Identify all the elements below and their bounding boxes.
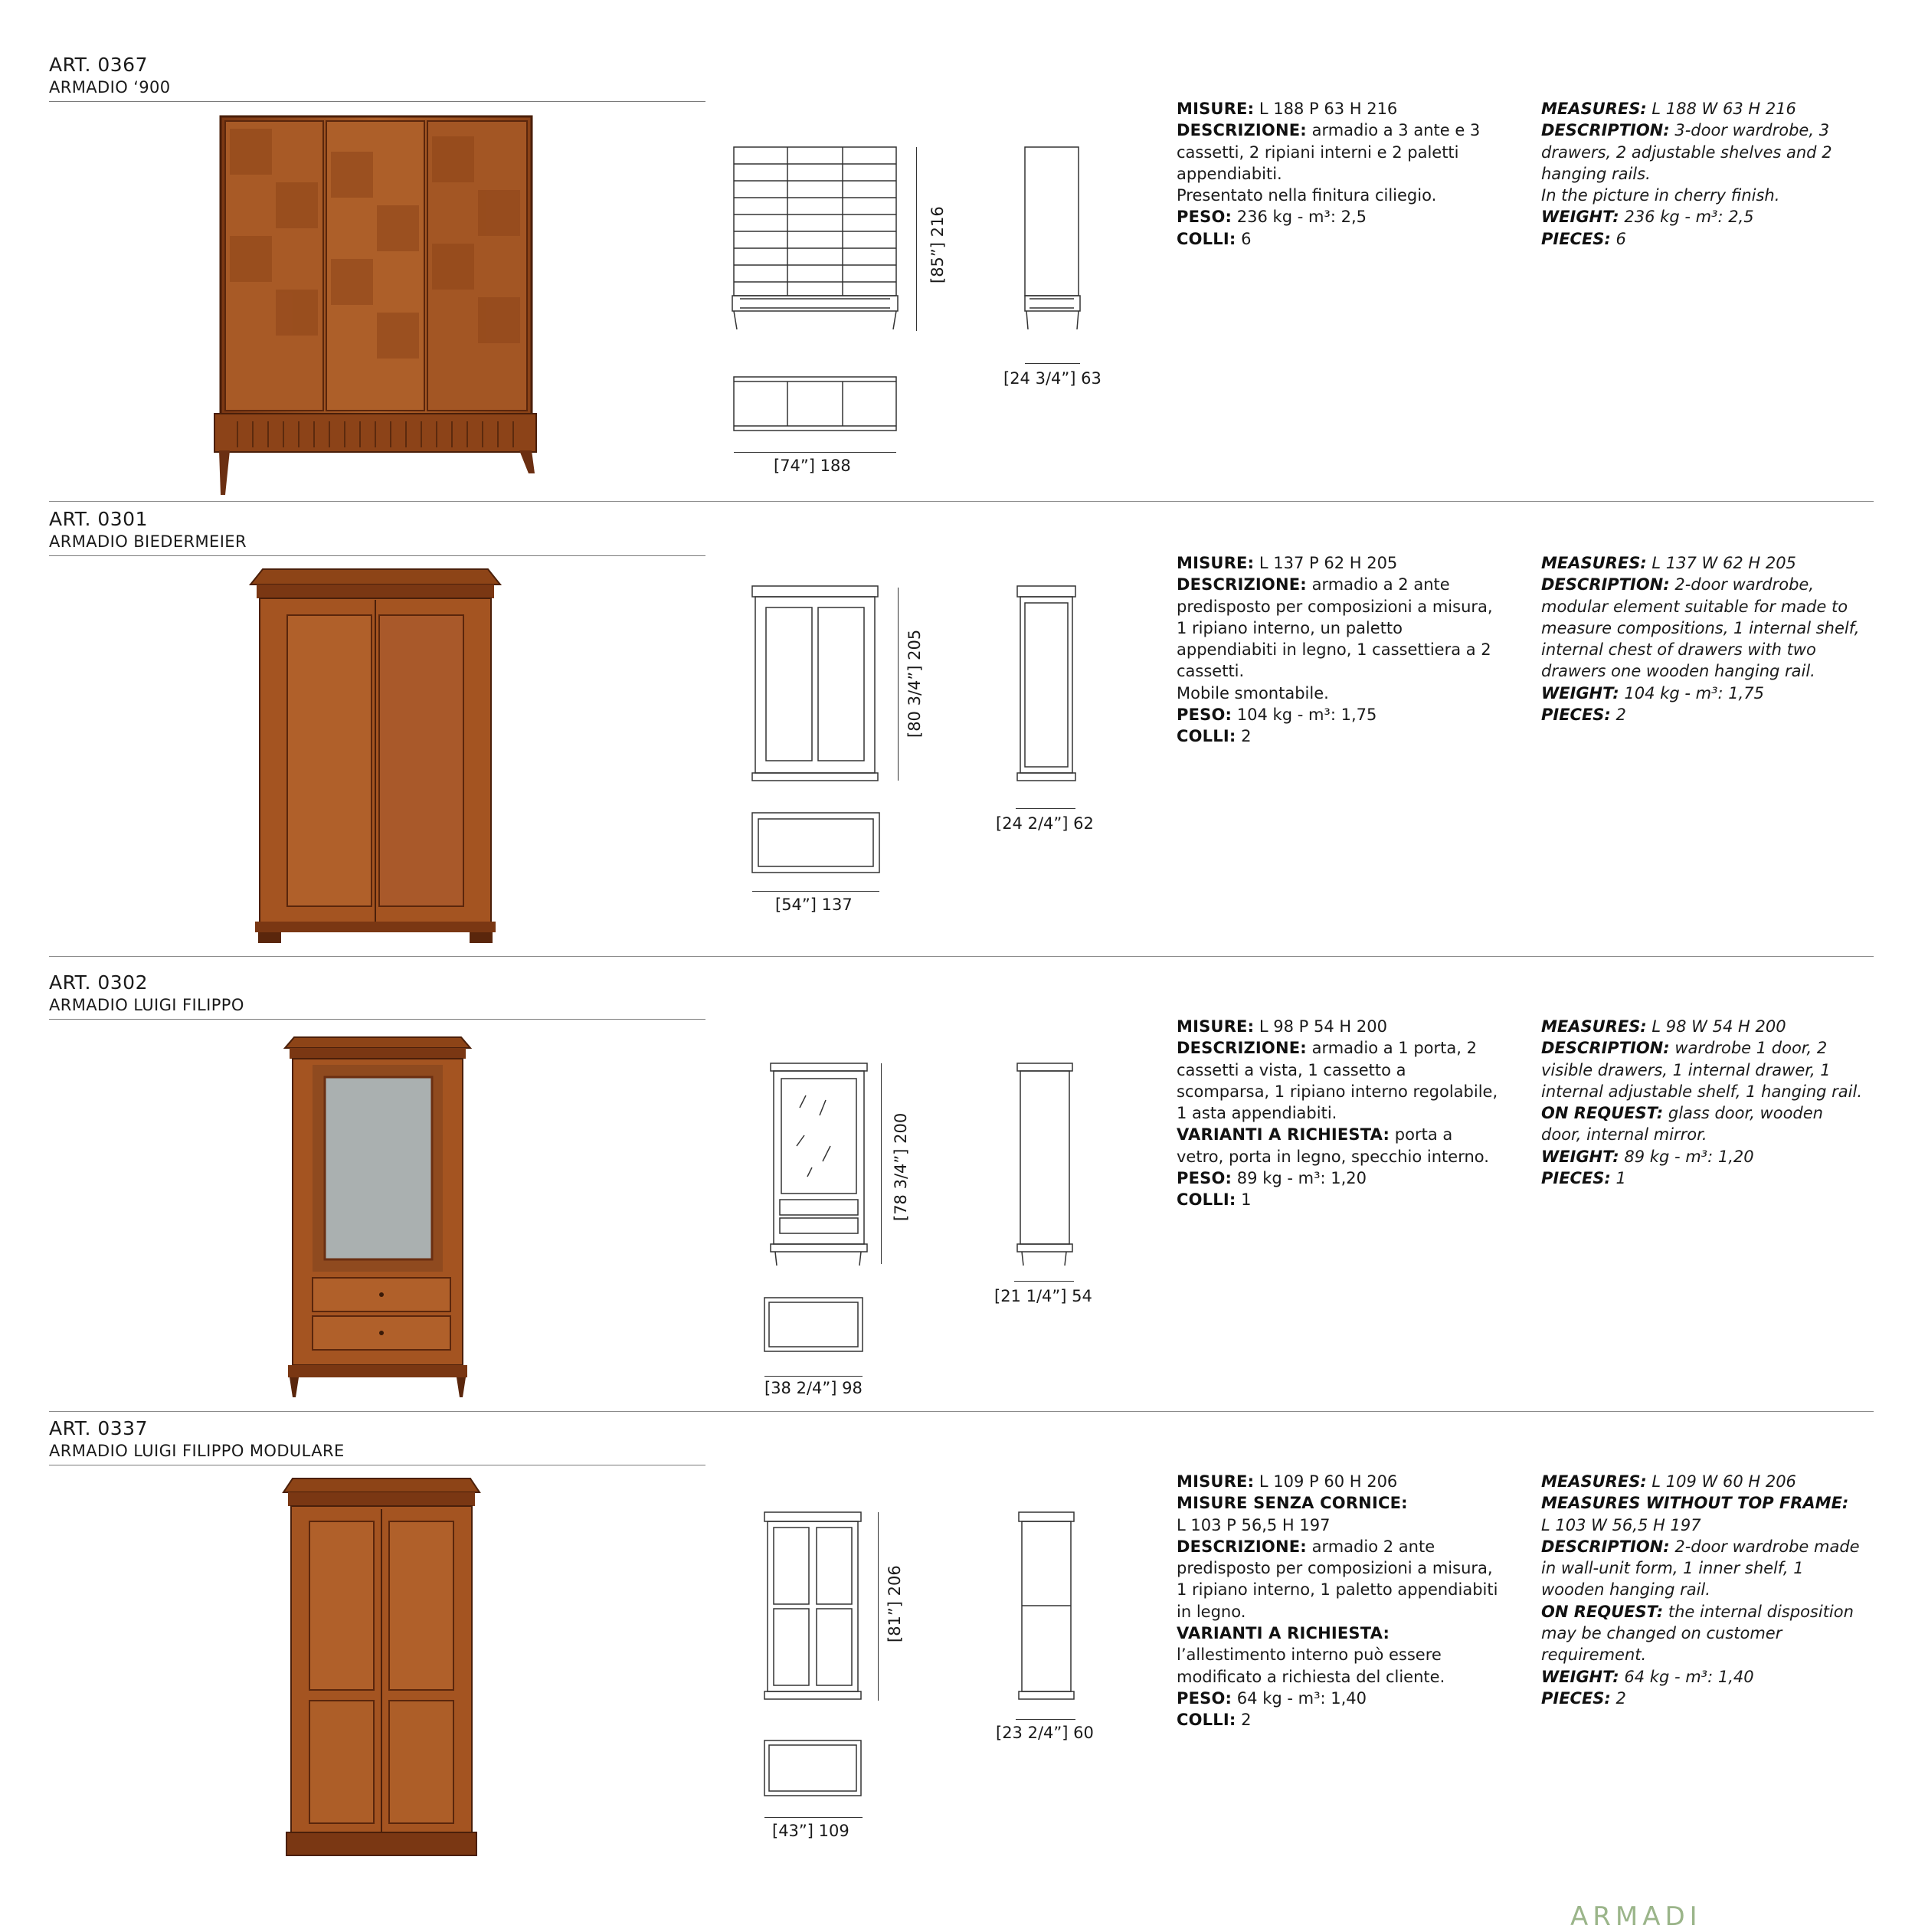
en-label: MEASURES: bbox=[1541, 100, 1647, 118]
it-value: porta a vetro, porta in legno, specchio interno. bbox=[1177, 1125, 1489, 1166]
en-label: WEIGHT: bbox=[1541, 1147, 1619, 1166]
en-label: WEIGHT: bbox=[1541, 1667, 1619, 1686]
header-rule bbox=[49, 555, 705, 556]
it-row bbox=[1177, 1623, 1498, 1688]
it-row bbox=[1177, 1514, 1498, 1536]
width-dim-line bbox=[764, 1817, 863, 1818]
en-row bbox=[1541, 1666, 1863, 1688]
side-drawing bbox=[1017, 1511, 1075, 1702]
en-label: DESCRIPTION: bbox=[1541, 575, 1670, 594]
it-label: MISURE SENZA CORNICE: bbox=[1177, 1494, 1408, 1513]
height-dimension: [78 3/4”] 200 bbox=[892, 1112, 910, 1221]
en-value: 236 kg - m³: 2,5 bbox=[1619, 208, 1754, 227]
it-row bbox=[1177, 725, 1498, 747]
it-label: MISURE: bbox=[1177, 100, 1255, 118]
article-code: ART. 0337 bbox=[49, 1417, 148, 1439]
en-label: PIECES: bbox=[1541, 706, 1611, 725]
product-header bbox=[49, 971, 244, 1016]
description-english bbox=[1541, 1016, 1863, 1189]
en-row bbox=[1541, 1536, 1863, 1601]
it-row bbox=[1177, 574, 1498, 682]
it-row bbox=[1177, 1016, 1498, 1037]
en-value: the internal disposition may be changed on customer requirement. bbox=[1541, 1602, 1854, 1665]
it-label: COLLI: bbox=[1177, 229, 1236, 248]
en-label: DESCRIPTION: bbox=[1541, 1039, 1670, 1058]
en-row bbox=[1541, 704, 1863, 725]
it-label: MISURE: bbox=[1177, 1017, 1255, 1036]
front-drawing bbox=[751, 585, 881, 784]
height-dimension: [81”] 206 bbox=[885, 1565, 904, 1642]
article-name: ARMADIO BIEDERMEIER bbox=[49, 532, 247, 551]
it-row bbox=[1177, 552, 1498, 574]
en-label: PIECES: bbox=[1541, 1169, 1611, 1188]
it-value: 6 bbox=[1236, 229, 1252, 248]
it-value: Mobile smontabile. bbox=[1177, 683, 1329, 702]
en-row bbox=[1541, 1688, 1863, 1709]
article-name: ARMADIO LUIGI FILIPPO MODULARE bbox=[49, 1442, 345, 1460]
en-label: WEIGHT: bbox=[1541, 683, 1619, 702]
it-value: armadio a 1 porta, 2 cassetti a vista, 1 cassetto a scomparsa, 1 ripiano interno regolabile, 1 asta appendiabiti. bbox=[1177, 1039, 1498, 1123]
en-label: WEIGHT: bbox=[1541, 208, 1619, 227]
product-photo bbox=[249, 569, 502, 945]
header-rule bbox=[49, 101, 705, 102]
it-label: COLLI: bbox=[1177, 1190, 1236, 1210]
it-row bbox=[1177, 683, 1498, 704]
height-dimension: [80 3/4”] 205 bbox=[905, 629, 924, 738]
en-row bbox=[1541, 552, 1863, 574]
it-value: L 188 P 63 H 216 bbox=[1254, 100, 1398, 118]
width-dimension: [54”] 137 bbox=[775, 896, 853, 914]
it-label: MISURE: bbox=[1177, 554, 1255, 572]
header-rule bbox=[49, 1019, 705, 1020]
it-label: DESCRIZIONE: bbox=[1177, 121, 1307, 140]
depth-dimension: [23 2/4”] 60 bbox=[996, 1724, 1094, 1742]
it-value: 2 bbox=[1236, 1711, 1252, 1730]
it-value: L 98 P 54 H 200 bbox=[1254, 1017, 1387, 1036]
en-row bbox=[1541, 185, 1863, 206]
depth-dimension: [24 3/4”] 63 bbox=[1003, 369, 1102, 388]
it-row bbox=[1177, 98, 1498, 120]
top-drawing bbox=[763, 1296, 866, 1357]
en-row bbox=[1541, 1492, 1863, 1514]
it-label: PESO: bbox=[1177, 1169, 1232, 1188]
article-code: ART. 0302 bbox=[49, 971, 148, 994]
en-row bbox=[1541, 1102, 1863, 1146]
description-english bbox=[1541, 1471, 1863, 1709]
it-value: armadio a 2 ante predisposto per composizioni a misura, 1 ripiano interno, un paletto appendiabiti in legno, 1 cassettiera a 2 cassetti. bbox=[1177, 575, 1493, 681]
it-label: PESO: bbox=[1177, 706, 1232, 725]
width-dim-line bbox=[734, 452, 896, 453]
side-drawing bbox=[1016, 585, 1077, 784]
en-value: L 109 W 60 H 206 bbox=[1646, 1472, 1796, 1491]
en-row bbox=[1541, 1167, 1863, 1189]
en-value: 104 kg - m³: 1,75 bbox=[1619, 683, 1764, 702]
it-row bbox=[1177, 228, 1498, 250]
product-header bbox=[49, 1417, 345, 1462]
en-value: 2 bbox=[1610, 1688, 1626, 1708]
en-value: 3-door wardrobe, 3 drawers, 2 adjustable shelves and 2 hanging rails. bbox=[1541, 121, 1832, 183]
en-row bbox=[1541, 1016, 1863, 1037]
width-dim-line bbox=[764, 1376, 863, 1377]
article-name: ARMADIO ‘900 bbox=[49, 78, 171, 97]
it-value: L 137 P 62 H 205 bbox=[1254, 554, 1398, 572]
width-dimension: [43”] 109 bbox=[772, 1822, 849, 1840]
en-row bbox=[1541, 206, 1863, 228]
it-row bbox=[1177, 1709, 1498, 1731]
depth-dim-line bbox=[1025, 363, 1080, 364]
it-label: MISURE: bbox=[1177, 1472, 1255, 1491]
front-drawing bbox=[763, 1511, 863, 1702]
product-header bbox=[49, 508, 247, 552]
description-english bbox=[1541, 552, 1863, 725]
it-value: 236 kg - m³: 2,5 bbox=[1232, 208, 1367, 227]
it-value: armadio a 3 ante e 3 cassetti, 2 ripiani interni e 2 paletti appendiabiti. bbox=[1177, 121, 1481, 183]
section-separator bbox=[49, 1411, 1874, 1412]
en-row bbox=[1541, 1514, 1863, 1536]
en-row bbox=[1541, 1146, 1863, 1167]
description-english bbox=[1541, 98, 1863, 250]
en-value: 64 kg - m³: 1,40 bbox=[1619, 1667, 1754, 1686]
depth-dim-line bbox=[1016, 1719, 1075, 1720]
en-label: DESCRIPTION: bbox=[1541, 121, 1670, 140]
en-row bbox=[1541, 1471, 1863, 1492]
en-row bbox=[1541, 574, 1863, 682]
article-code: ART. 0301 bbox=[49, 508, 148, 530]
depth-dim-line bbox=[1014, 1281, 1074, 1282]
en-value: 2 bbox=[1610, 706, 1626, 725]
front-drawing bbox=[769, 1062, 869, 1269]
en-row bbox=[1541, 120, 1863, 185]
it-label: DESCRIZIONE: bbox=[1177, 1537, 1307, 1556]
it-label: PESO: bbox=[1177, 208, 1232, 227]
description-italian bbox=[1177, 552, 1498, 748]
it-value: 1 bbox=[1236, 1190, 1252, 1210]
it-value: l’allestimento interno può essere modificato a richiesta del cliente. bbox=[1177, 1645, 1445, 1686]
en-value: 1 bbox=[1610, 1169, 1626, 1188]
en-row bbox=[1541, 1037, 1863, 1102]
it-row bbox=[1177, 185, 1498, 206]
width-dim-line bbox=[752, 891, 879, 892]
section-separator bbox=[49, 956, 1874, 957]
en-row bbox=[1541, 98, 1863, 120]
en-value: 2-door wardrobe, modular element suitable for made to measure compositions, 1 internal shelf, internal chest of drawers with two drawers one wooden hanging rail. bbox=[1541, 575, 1860, 681]
en-label: PIECES: bbox=[1541, 1688, 1611, 1708]
it-label: COLLI: bbox=[1177, 727, 1236, 746]
product-photo bbox=[282, 1478, 481, 1862]
en-label: MEASURES: bbox=[1541, 554, 1647, 572]
it-row bbox=[1177, 206, 1498, 228]
it-row bbox=[1177, 1189, 1498, 1210]
it-label: VARIANTI A RICHIESTA: bbox=[1177, 1624, 1390, 1643]
it-row bbox=[1177, 1037, 1498, 1124]
description-italian bbox=[1177, 98, 1498, 250]
en-label: ON REQUEST: bbox=[1541, 1104, 1664, 1123]
depth-dimension: [24 2/4”] 62 bbox=[996, 814, 1094, 833]
section-footer-label: ARMADI bbox=[1570, 1901, 1702, 1932]
article-code: ART. 0367 bbox=[49, 54, 148, 76]
section-separator bbox=[49, 501, 1874, 502]
it-row bbox=[1177, 1167, 1498, 1189]
top-drawing bbox=[751, 811, 882, 876]
en-row bbox=[1541, 683, 1863, 704]
product-photo bbox=[282, 1037, 473, 1402]
en-value: glass door, wooden door, internal mirror. bbox=[1541, 1104, 1823, 1144]
en-label: MEASURES: bbox=[1541, 1472, 1647, 1491]
height-dim-line bbox=[898, 588, 899, 781]
it-value: 104 kg - m³: 1,75 bbox=[1232, 706, 1377, 725]
width-dimension: [38 2/4”] 98 bbox=[764, 1379, 863, 1397]
it-value: L 103 P 56,5 H 197 bbox=[1177, 1515, 1331, 1534]
en-value: L 188 W 63 H 216 bbox=[1646, 100, 1796, 118]
it-row bbox=[1177, 1536, 1498, 1623]
it-row bbox=[1177, 1124, 1498, 1167]
it-value: 89 kg - m³: 1,20 bbox=[1232, 1169, 1367, 1188]
en-value: L 98 W 54 H 200 bbox=[1646, 1017, 1786, 1036]
en-value: 2-door wardrobe made in wall-unit form, 1 inner shelf, 1 wooden hanging rail. bbox=[1541, 1537, 1860, 1600]
height-dim-line bbox=[878, 1512, 879, 1701]
article-name: ARMADIO LUIGI FILIPPO bbox=[49, 996, 244, 1014]
width-dimension: [74”] 188 bbox=[774, 457, 851, 475]
it-row bbox=[1177, 704, 1498, 725]
en-row bbox=[1541, 228, 1863, 250]
en-value: In the picture in cherry finish. bbox=[1541, 186, 1780, 205]
en-value: wardrobe 1 door, 2 visible drawers, 1 internal drawer, 1 internal adjustable shelf, 1 hanging rail. bbox=[1541, 1039, 1862, 1101]
depth-dim-line bbox=[1016, 808, 1075, 809]
top-drawing bbox=[763, 1739, 864, 1800]
height-dimension: [85”] 216 bbox=[928, 206, 947, 283]
it-value: 64 kg - m³: 1,40 bbox=[1232, 1688, 1367, 1708]
description-italian bbox=[1177, 1016, 1498, 1211]
en-value: 89 kg - m³: 1,20 bbox=[1619, 1147, 1754, 1166]
it-label: VARIANTI A RICHIESTA: bbox=[1177, 1125, 1390, 1144]
product-photo bbox=[214, 113, 536, 496]
it-value: 2 bbox=[1236, 727, 1252, 746]
height-dim-line bbox=[916, 147, 917, 331]
en-value: L 103 W 56,5 H 197 bbox=[1541, 1515, 1701, 1534]
en-row bbox=[1541, 1601, 1863, 1666]
height-dim-line bbox=[881, 1063, 882, 1264]
en-label: ON REQUEST: bbox=[1541, 1602, 1664, 1621]
side-drawing bbox=[1016, 1062, 1074, 1269]
it-label: DESCRIZIONE: bbox=[1177, 1039, 1307, 1058]
it-row bbox=[1177, 120, 1498, 185]
it-value: Presentato nella finitura ciliegio. bbox=[1177, 186, 1437, 205]
en-value: L 137 W 62 H 205 bbox=[1646, 554, 1796, 572]
it-row bbox=[1177, 1688, 1498, 1709]
en-label: PIECES: bbox=[1541, 229, 1611, 248]
side-drawing bbox=[1023, 146, 1085, 391]
it-label: COLLI: bbox=[1177, 1711, 1236, 1730]
it-label: PESO: bbox=[1177, 1688, 1232, 1708]
it-value: L 109 P 60 H 206 bbox=[1254, 1472, 1398, 1491]
it-value: armadio 2 ante predisposto per composizioni a misura, 1 ripiano interno, 1 paletto appendiabiti in legno. bbox=[1177, 1537, 1498, 1621]
en-value: 6 bbox=[1610, 229, 1626, 248]
product-header bbox=[49, 54, 171, 98]
it-row bbox=[1177, 1492, 1498, 1514]
top-drawing bbox=[732, 375, 901, 437]
en-label: DESCRIPTION: bbox=[1541, 1537, 1670, 1556]
it-row bbox=[1177, 1471, 1498, 1492]
description-italian bbox=[1177, 1471, 1498, 1731]
en-label: MEASURES WITHOUT TOP FRAME: bbox=[1541, 1494, 1849, 1513]
it-label: DESCRIZIONE: bbox=[1177, 575, 1307, 594]
depth-dimension: [21 1/4”] 54 bbox=[994, 1287, 1092, 1305]
en-label: MEASURES: bbox=[1541, 1017, 1647, 1036]
front-drawing bbox=[732, 146, 916, 391]
